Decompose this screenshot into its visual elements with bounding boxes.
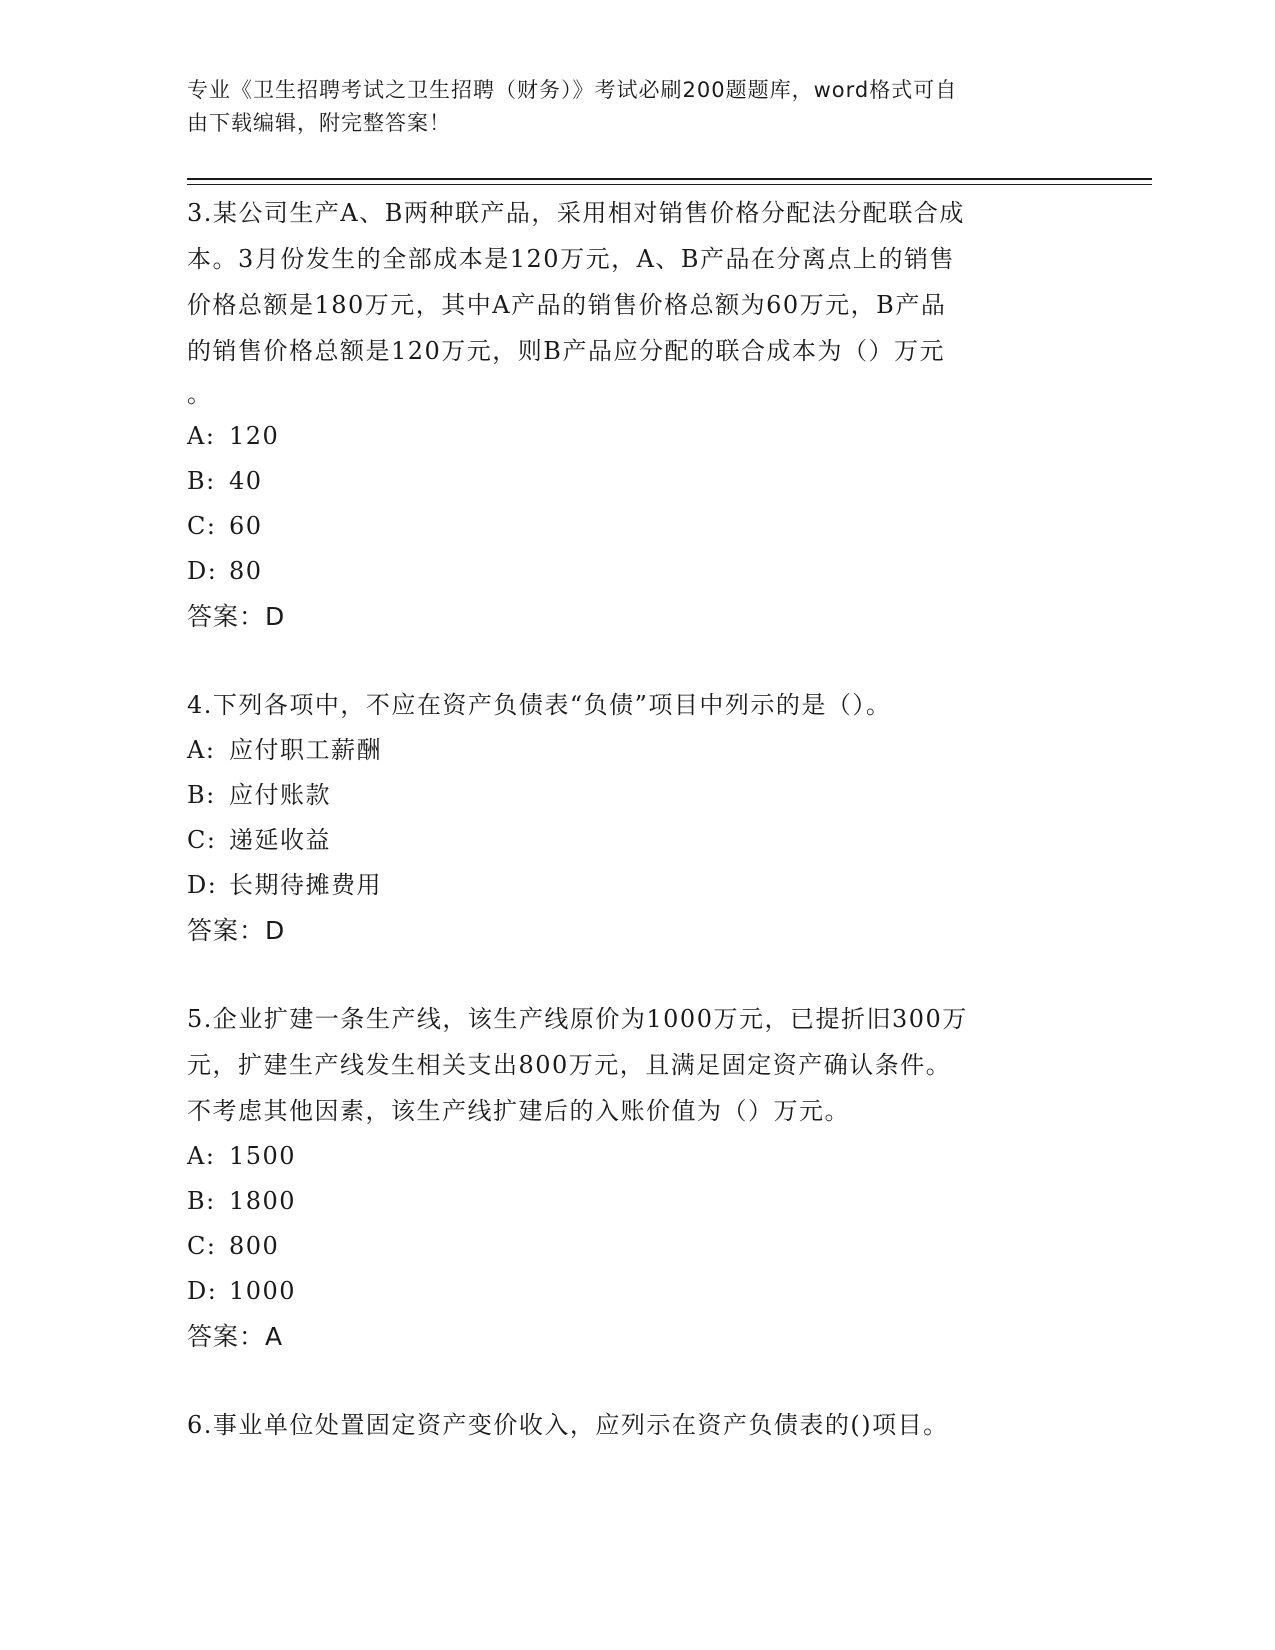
option-label: A: xyxy=(187,422,216,450)
question-stem-line: 4.下列各项中，不应在资产负债表“负债”项目中列示的是（）。 xyxy=(187,691,892,719)
header-line-1: 专业《卫生招聘考试之卫生招聘（财务）》考试必刷200题题库，word格式可自 xyxy=(187,78,958,102)
option-d xyxy=(187,549,1087,594)
option-b xyxy=(187,459,1087,504)
option-c xyxy=(187,818,1087,863)
answer-line: 答案：A xyxy=(187,1322,284,1351)
option-d xyxy=(187,863,1087,908)
header-rule-thin xyxy=(187,184,1152,185)
option-label: A: xyxy=(187,736,216,764)
option-text: 递延收益 xyxy=(229,826,331,854)
option-a xyxy=(187,1134,1087,1179)
question-stem-line: 5.企业扩建一条生产线，该生产线原价为1000万元，已提折旧300万 xyxy=(187,1005,968,1033)
option-label: C: xyxy=(187,826,217,854)
document-header xyxy=(187,74,1067,140)
option-label: C: xyxy=(187,512,217,540)
question-6 xyxy=(187,1402,1087,1448)
option-a xyxy=(187,728,1087,773)
option-label: B: xyxy=(187,467,216,495)
question-stem-tail: 。 xyxy=(187,380,213,408)
option-label: D: xyxy=(187,1277,218,1305)
question-stem-line: 6.事业单位处置固定资产变价收入，应列示在资产负债表的()项目。 xyxy=(187,1411,949,1439)
option-text: 80 xyxy=(229,557,263,585)
option-c xyxy=(187,504,1087,549)
option-text: 800 xyxy=(229,1232,280,1260)
option-text: 60 xyxy=(229,512,263,540)
option-d xyxy=(187,1269,1087,1314)
option-text: 40 xyxy=(229,467,263,495)
option-text: 应付职工薪酬 xyxy=(229,736,382,764)
header-line-2: 由下载编辑，附完整答案！ xyxy=(187,111,451,135)
question-stem-line: 本。3月份发生的全部成本是120万元，A、B产品在分离点上的销售 xyxy=(187,245,956,273)
option-text: 1800 xyxy=(229,1187,297,1215)
option-text: 1000 xyxy=(229,1277,297,1305)
option-label: B: xyxy=(187,781,216,809)
option-b xyxy=(187,773,1087,818)
option-label: D: xyxy=(187,871,218,899)
question-stem-line: 不考虑其他因素，该生产线扩建后的入账价值为（）万元。 xyxy=(187,1097,850,1125)
question-stem-line: 的销售价格总额是120万元，则B产品应分配的联合成本为（）万元 xyxy=(187,337,945,365)
option-a xyxy=(187,414,1087,459)
option-text: 长期待摊费用 xyxy=(229,871,382,899)
option-label: C: xyxy=(187,1232,217,1260)
option-label: D: xyxy=(187,557,218,585)
option-label: A: xyxy=(187,1142,216,1170)
option-text: 120 xyxy=(229,422,280,450)
header-rule-thick xyxy=(187,178,1152,180)
option-label: B: xyxy=(187,1187,216,1215)
option-text: 应付账款 xyxy=(229,781,331,809)
question-stem-line: 3.某公司生产A、B两种联产品，采用相对销售价格分配法分配联合成 xyxy=(187,199,965,227)
question-stem-line: 元，扩建生产线发生相关支出800万元，且满足固定资产确认条件。 xyxy=(187,1051,952,1079)
question-3 xyxy=(187,190,1087,640)
question-stem-line: 价格总额是180万元，其中A产品的销售价格总额为60万元，B产品 xyxy=(187,291,947,319)
option-b xyxy=(187,1179,1087,1224)
option-c xyxy=(187,1224,1087,1269)
question-4 xyxy=(187,682,1087,954)
question-list xyxy=(187,190,1087,1490)
answer-line: 答案：D xyxy=(187,916,286,945)
question-5 xyxy=(187,996,1087,1360)
answer-line: 答案：D xyxy=(187,602,286,631)
option-text: 1500 xyxy=(229,1142,297,1170)
